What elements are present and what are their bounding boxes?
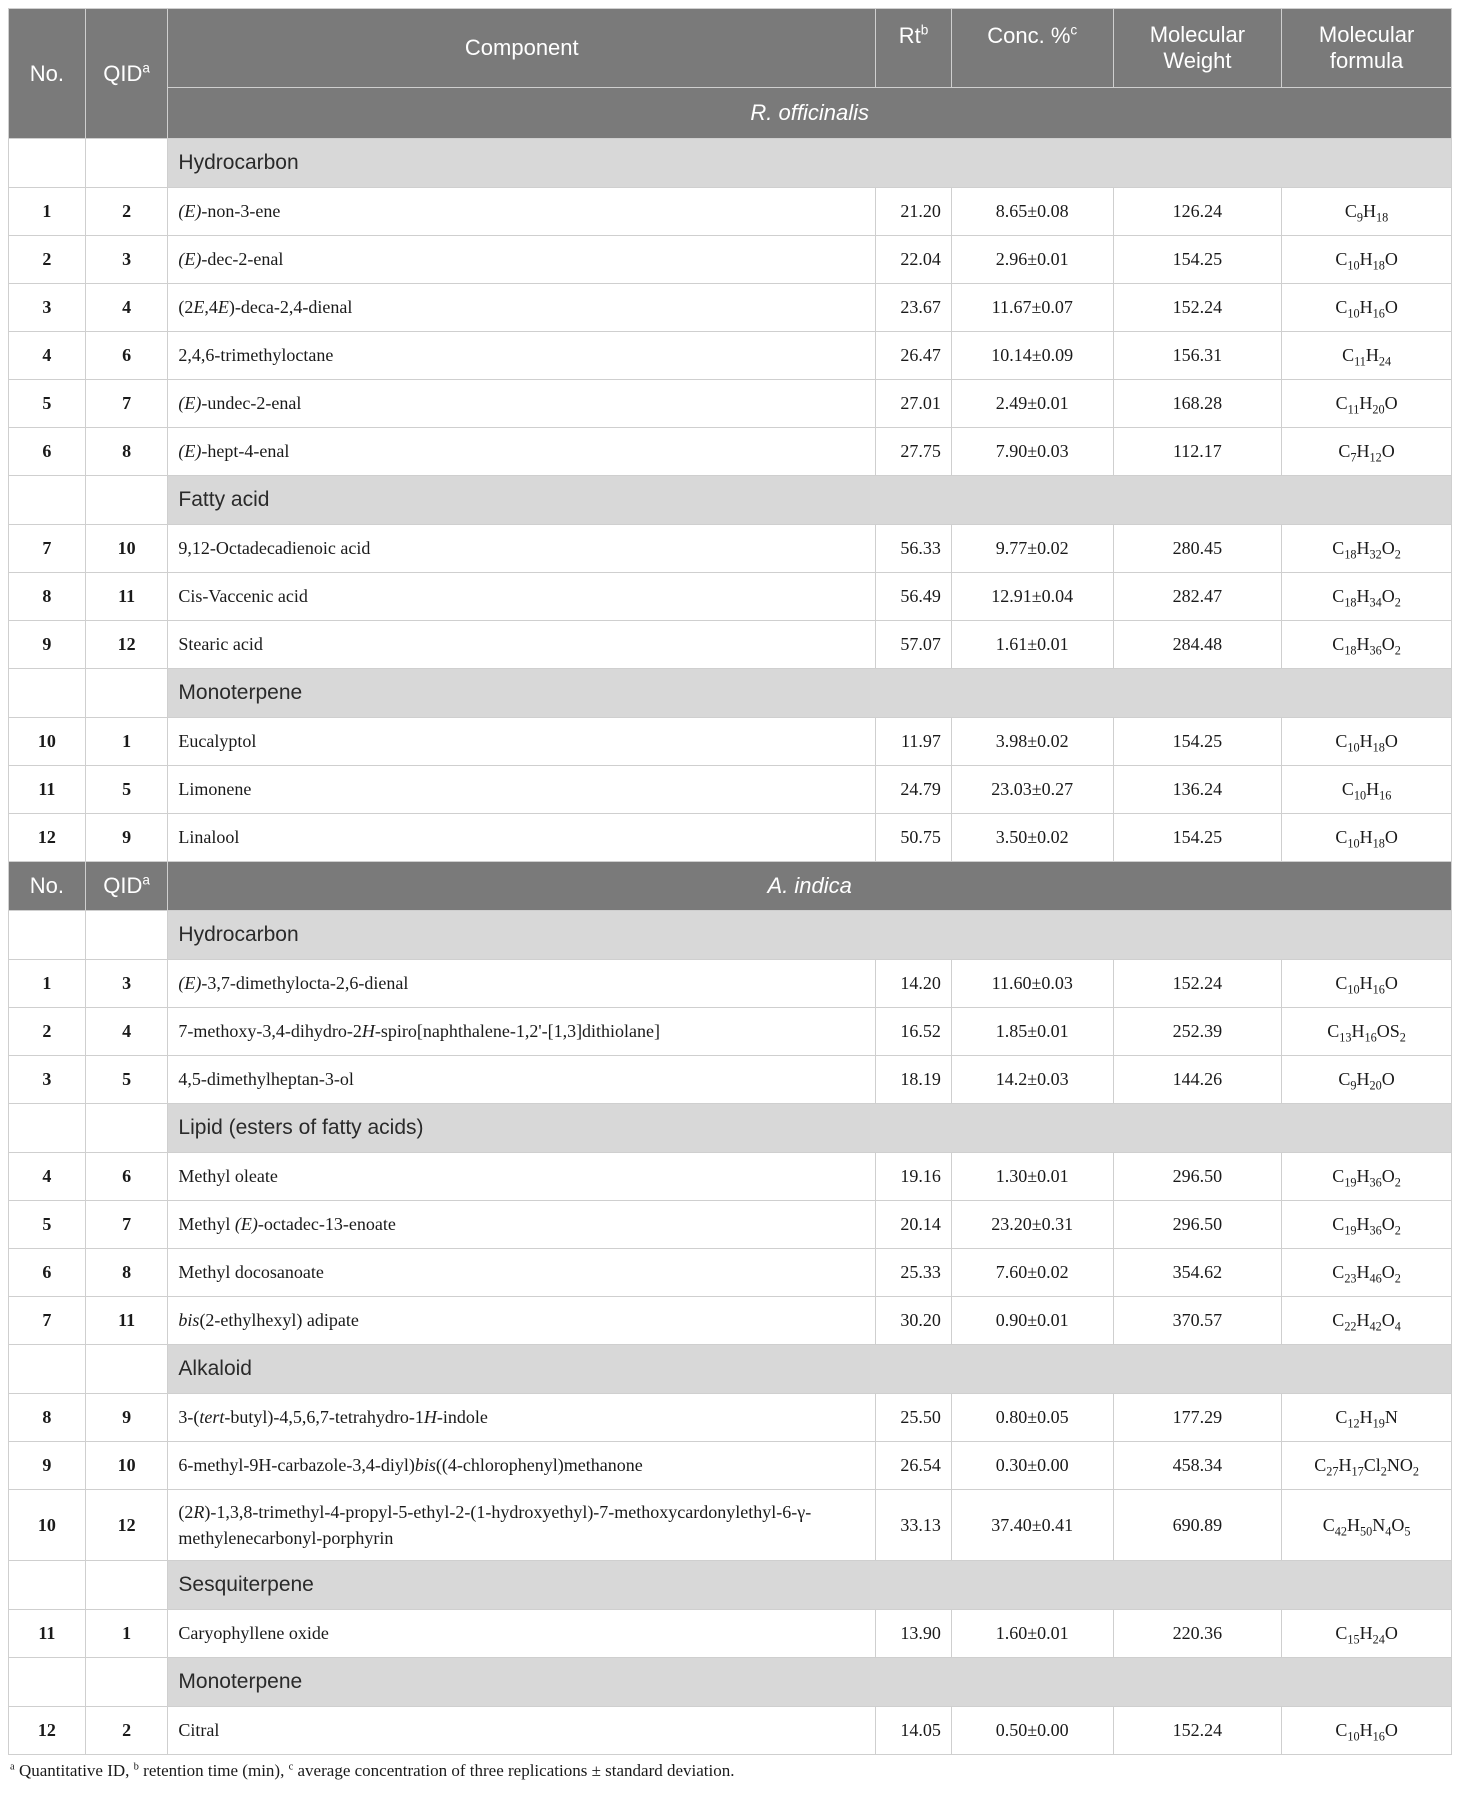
col-header-conc: Conc. %$^c$ (951, 9, 1113, 88)
category-spacer (9, 1658, 86, 1707)
row-rt: 13.90 (876, 1610, 952, 1658)
row-conc: 7.60±0.02 (951, 1249, 1113, 1297)
table-row (9, 621, 1452, 669)
table-row (9, 1394, 1452, 1442)
row-component: 9,12-Octadecadienoic acid (168, 525, 876, 573)
row-qid: 4 (85, 284, 168, 332)
row-no: 4 (9, 332, 86, 380)
row-no: 12 (9, 814, 86, 862)
col-header-no: No. (9, 862, 86, 911)
row-qid: 9 (85, 814, 168, 862)
col-header-component: Component (168, 9, 876, 88)
row-rt: 21.20 (876, 188, 952, 236)
table-body (9, 139, 1452, 1755)
row-no: 3 (9, 1056, 86, 1104)
row-formula: $C_{18}H_{36}O_2$ (1282, 621, 1452, 669)
category-spacer (85, 139, 168, 188)
table-row (9, 188, 1452, 236)
row-no: 6 (9, 428, 86, 476)
table-row (9, 1490, 1452, 1561)
table-row (9, 525, 1452, 573)
category-label: Fatty acid (168, 476, 1452, 525)
table-row (9, 766, 1452, 814)
category-label: Monoterpene (168, 669, 1452, 718)
category-spacer (85, 911, 168, 960)
row-formula: $C_{10}H_{16}O$ (1282, 284, 1452, 332)
row-formula: $C_{10}H_{18}O$ (1282, 718, 1452, 766)
row-rt: 30.20 (876, 1297, 952, 1345)
row-mw: 252.39 (1113, 1008, 1282, 1056)
table-row (9, 718, 1452, 766)
row-component: (2R)-1,3,8-trimethyl-4-propyl-5-ethyl-2-(1-hydroxyethyl)-7-methoxycardonylethyl-6-γ-methylenecarbonyl-porphyrin (168, 1490, 876, 1561)
category-row (9, 476, 1452, 525)
row-qid: 9 (85, 1394, 168, 1442)
row-qid: 5 (85, 766, 168, 814)
row-qid: 4 (85, 1008, 168, 1056)
row-formula: $C_{23}H_{46}O_2$ (1282, 1249, 1452, 1297)
row-formula: $C_{18}H_{34}O_2$ (1282, 573, 1452, 621)
species-row (9, 88, 1452, 139)
category-row (9, 911, 1452, 960)
category-label: Hydrocarbon (168, 139, 1452, 188)
row-no: 8 (9, 1394, 86, 1442)
row-qid: 2 (85, 188, 168, 236)
row-qid: 8 (85, 428, 168, 476)
row-rt: 11.97 (876, 718, 952, 766)
row-rt: 26.54 (876, 1442, 952, 1490)
row-qid: 6 (85, 332, 168, 380)
row-formula: $C_{15}H_{24}O$ (1282, 1610, 1452, 1658)
row-no: 11 (9, 1610, 86, 1658)
row-no: 3 (9, 284, 86, 332)
row-component: (E)-non-3-ene (168, 188, 876, 236)
col-header-qid: QID$^a$ (85, 9, 168, 139)
row-mw: 690.89 (1113, 1490, 1282, 1561)
table-row (9, 1056, 1452, 1104)
category-row (9, 1345, 1452, 1394)
category-spacer (85, 1561, 168, 1610)
table-row (9, 960, 1452, 1008)
row-conc: 11.67±0.07 (951, 284, 1113, 332)
row-mw: 280.45 (1113, 525, 1282, 573)
row-conc: 10.14±0.09 (951, 332, 1113, 380)
row-component: Eucalyptol (168, 718, 876, 766)
row-component: (E)-undec-2-enal (168, 380, 876, 428)
row-mw: 154.25 (1113, 718, 1282, 766)
category-spacer (9, 669, 86, 718)
row-component: 2,4,6-trimethyloctane (168, 332, 876, 380)
table-row (9, 1297, 1452, 1345)
col-header-no: No. (9, 9, 86, 139)
row-component: 3-(tert-butyl)-4,5,6,7-tetrahydro-1H-indole (168, 1394, 876, 1442)
row-qid: 11 (85, 573, 168, 621)
row-formula: $C_{10}H_{16}O$ (1282, 1707, 1452, 1755)
row-component: Methyl docosanoate (168, 1249, 876, 1297)
row-rt: 57.07 (876, 621, 952, 669)
col-header-mw: Molecular Weight (1113, 9, 1282, 88)
row-formula: $C_{11}H_{24}$ (1282, 332, 1452, 380)
row-conc: 12.91±0.04 (951, 573, 1113, 621)
category-spacer (9, 139, 86, 188)
row-rt: 24.79 (876, 766, 952, 814)
row-rt: 25.50 (876, 1394, 952, 1442)
table-footnote: $^a$ Quantitative ID, $^b$ retention time (min), $^c$ average concentration of three replications ± standard deviation. (10, 1761, 735, 1780)
row-conc: 3.98±0.02 (951, 718, 1113, 766)
header-row (9, 9, 1452, 88)
table-row (9, 1707, 1452, 1755)
table-row (9, 284, 1452, 332)
row-mw: 220.36 (1113, 1610, 1282, 1658)
row-conc: 2.49±0.01 (951, 380, 1113, 428)
row-qid: 7 (85, 1201, 168, 1249)
row-qid: 2 (85, 1707, 168, 1755)
row-conc: 1.60±0.01 (951, 1610, 1113, 1658)
row-component: (E)-dec-2-enal (168, 236, 876, 284)
row-qid: 1 (85, 718, 168, 766)
species-name: R. officinalis (168, 88, 1452, 139)
row-mw: 296.50 (1113, 1201, 1282, 1249)
row-mw: 152.24 (1113, 284, 1282, 332)
row-mw: 370.57 (1113, 1297, 1282, 1345)
row-mw: 112.17 (1113, 428, 1282, 476)
row-no: 10 (9, 1490, 86, 1561)
species-header-row (9, 862, 1452, 911)
row-no: 2 (9, 236, 86, 284)
row-conc: 7.90±0.03 (951, 428, 1113, 476)
row-rt: 56.33 (876, 525, 952, 573)
table-row (9, 236, 1452, 284)
table-row (9, 428, 1452, 476)
category-row (9, 1104, 1452, 1153)
row-no: 7 (9, 525, 86, 573)
row-no: 6 (9, 1249, 86, 1297)
category-label: Monoterpene (168, 1658, 1452, 1707)
row-rt: 14.05 (876, 1707, 952, 1755)
row-qid: 3 (85, 236, 168, 284)
row-conc: 2.96±0.01 (951, 236, 1113, 284)
row-component: Citral (168, 1707, 876, 1755)
row-conc: 0.90±0.01 (951, 1297, 1113, 1345)
table-row (9, 1442, 1452, 1490)
row-qid: 10 (85, 1442, 168, 1490)
row-rt: 27.75 (876, 428, 952, 476)
category-row (9, 1561, 1452, 1610)
category-label: Lipid (esters of fatty acids) (168, 1104, 1452, 1153)
row-formula: $C_{10}H_{18}O$ (1282, 814, 1452, 862)
row-no: 10 (9, 718, 86, 766)
row-qid: 11 (85, 1297, 168, 1345)
row-rt: 56.49 (876, 573, 952, 621)
row-no: 5 (9, 380, 86, 428)
row-conc: 1.30±0.01 (951, 1153, 1113, 1201)
row-no: 4 (9, 1153, 86, 1201)
category-label: Alkaloid (168, 1345, 1452, 1394)
row-no: 7 (9, 1297, 86, 1345)
row-qid: 7 (85, 380, 168, 428)
row-conc: 0.80±0.05 (951, 1394, 1113, 1442)
row-formula: $C_{13}H_{16}OS_2$ (1282, 1008, 1452, 1056)
row-conc: 0.30±0.00 (951, 1442, 1113, 1490)
category-spacer (85, 476, 168, 525)
row-conc: 9.77±0.02 (951, 525, 1113, 573)
row-formula: $C_{18}H_{32}O_2$ (1282, 525, 1452, 573)
row-no: 9 (9, 1442, 86, 1490)
row-mw: 154.25 (1113, 814, 1282, 862)
row-conc: 0.50±0.00 (951, 1707, 1113, 1755)
row-mw: 154.25 (1113, 236, 1282, 284)
row-component: (E)-hept-4-enal (168, 428, 876, 476)
row-component: Methyl oleate (168, 1153, 876, 1201)
row-rt: 25.33 (876, 1249, 952, 1297)
row-rt: 27.01 (876, 380, 952, 428)
row-conc: 1.85±0.01 (951, 1008, 1113, 1056)
row-conc: 8.65±0.08 (951, 188, 1113, 236)
row-rt: 19.16 (876, 1153, 952, 1201)
category-row (9, 669, 1452, 718)
row-conc: 23.03±0.27 (951, 766, 1113, 814)
row-component: Stearic acid (168, 621, 876, 669)
row-mw: 282.47 (1113, 573, 1282, 621)
row-no: 5 (9, 1201, 86, 1249)
row-formula: $C_{12}H_{19}N$ (1282, 1394, 1452, 1442)
category-spacer (85, 669, 168, 718)
row-rt: 26.47 (876, 332, 952, 380)
row-no: 9 (9, 621, 86, 669)
table-row (9, 814, 1452, 862)
row-no: 1 (9, 960, 86, 1008)
row-formula: $C_{22}H_{42}O_4$ (1282, 1297, 1452, 1345)
category-spacer (9, 476, 86, 525)
row-mw: 284.48 (1113, 621, 1282, 669)
category-row (9, 1658, 1452, 1707)
row-conc: 23.20±0.31 (951, 1201, 1113, 1249)
row-component: Limonene (168, 766, 876, 814)
row-qid: 10 (85, 525, 168, 573)
row-mw: 156.31 (1113, 332, 1282, 380)
row-conc: 11.60±0.03 (951, 960, 1113, 1008)
row-formula: $C_{19}H_{36}O_2$ (1282, 1201, 1452, 1249)
row-mw: 458.34 (1113, 1442, 1282, 1490)
table-row (9, 573, 1452, 621)
row-formula: $C_7H_{12}O$ (1282, 428, 1452, 476)
col-header-mf: Molecular formula (1282, 9, 1452, 88)
species-name: A. indica (168, 862, 1452, 911)
row-mw: 152.24 (1113, 1707, 1282, 1755)
row-formula: $C_{11}H_{20}O$ (1282, 380, 1452, 428)
category-spacer (9, 911, 86, 960)
row-rt: 33.13 (876, 1490, 952, 1561)
table-container (8, 8, 1452, 1781)
row-no: 8 (9, 573, 86, 621)
table-row (9, 1201, 1452, 1249)
row-no: 2 (9, 1008, 86, 1056)
row-qid: 1 (85, 1610, 168, 1658)
category-spacer (85, 1658, 168, 1707)
row-mw: 136.24 (1113, 766, 1282, 814)
category-spacer (85, 1104, 168, 1153)
row-conc: 37.40±0.41 (951, 1490, 1113, 1561)
table-row (9, 380, 1452, 428)
row-formula: $C_{19}H_{36}O_2$ (1282, 1153, 1452, 1201)
compounds-table (8, 8, 1452, 1755)
row-rt: 18.19 (876, 1056, 952, 1104)
table-row (9, 1249, 1452, 1297)
row-component: bis(2-ethylhexyl) adipate (168, 1297, 876, 1345)
row-rt: 22.04 (876, 236, 952, 284)
row-qid: 3 (85, 960, 168, 1008)
row-no: 11 (9, 766, 86, 814)
col-header-rt: Rt$^b$ (876, 9, 952, 88)
col-header-qid: QID$^a$ (85, 862, 168, 911)
row-no: 1 (9, 188, 86, 236)
row-component: 4,5-dimethylheptan-3-ol (168, 1056, 876, 1104)
row-mw: 177.29 (1113, 1394, 1282, 1442)
row-qid: 12 (85, 621, 168, 669)
row-mw: 168.28 (1113, 380, 1282, 428)
row-mw: 354.62 (1113, 1249, 1282, 1297)
table-row (9, 332, 1452, 380)
row-component: 7-methoxy-3,4-dihydro-2H-spiro[naphthalene-1,2'-[1,3]dithiolane] (168, 1008, 876, 1056)
row-mw: 296.50 (1113, 1153, 1282, 1201)
row-component: 6-methyl-9H-carbazole-3,4-diyl)bis((4-chlorophenyl)methanone (168, 1442, 876, 1490)
row-rt: 23.67 (876, 284, 952, 332)
category-spacer (85, 1345, 168, 1394)
row-component: Cis-Vaccenic acid (168, 573, 876, 621)
row-rt: 50.75 (876, 814, 952, 862)
row-formula: $C_{10}H_{18}O$ (1282, 236, 1452, 284)
row-formula: $C_9H_{18}$ (1282, 188, 1452, 236)
row-rt: 20.14 (876, 1201, 952, 1249)
category-spacer (9, 1561, 86, 1610)
row-rt: 14.20 (876, 960, 952, 1008)
row-no: 12 (9, 1707, 86, 1755)
row-formula: $C_{42}H_{50}N_4O_5$ (1282, 1490, 1452, 1561)
category-spacer (9, 1345, 86, 1394)
row-formula: $C_{27}H_{17}Cl_2NO_2$ (1282, 1442, 1452, 1490)
row-conc: 1.61±0.01 (951, 621, 1113, 669)
row-component: Caryophyllene oxide (168, 1610, 876, 1658)
row-conc: 14.2±0.03 (951, 1056, 1113, 1104)
table-row (9, 1008, 1452, 1056)
row-qid: 5 (85, 1056, 168, 1104)
row-formula: $C_{10}H_{16}$ (1282, 766, 1452, 814)
row-qid: 6 (85, 1153, 168, 1201)
category-row (9, 139, 1452, 188)
row-component: Linalool (168, 814, 876, 862)
row-qid: 8 (85, 1249, 168, 1297)
row-component: (E)-3,7-dimethylocta-2,6-dienal (168, 960, 876, 1008)
row-formula: $C_9H_{20}O$ (1282, 1056, 1452, 1104)
row-component: Methyl (E)-octadec-13-enoate (168, 1201, 876, 1249)
table-row (9, 1153, 1452, 1201)
row-mw: 152.24 (1113, 960, 1282, 1008)
row-rt: 16.52 (876, 1008, 952, 1056)
row-component: (2E,4E)-deca-2,4-dienal (168, 284, 876, 332)
category-spacer (9, 1104, 86, 1153)
row-conc: 3.50±0.02 (951, 814, 1113, 862)
row-qid: 12 (85, 1490, 168, 1561)
row-mw: 126.24 (1113, 188, 1282, 236)
category-label: Hydrocarbon (168, 911, 1452, 960)
category-label: Sesquiterpene (168, 1561, 1452, 1610)
table-row (9, 1610, 1452, 1658)
row-mw: 144.26 (1113, 1056, 1282, 1104)
row-formula: $C_{10}H_{16}O$ (1282, 960, 1452, 1008)
